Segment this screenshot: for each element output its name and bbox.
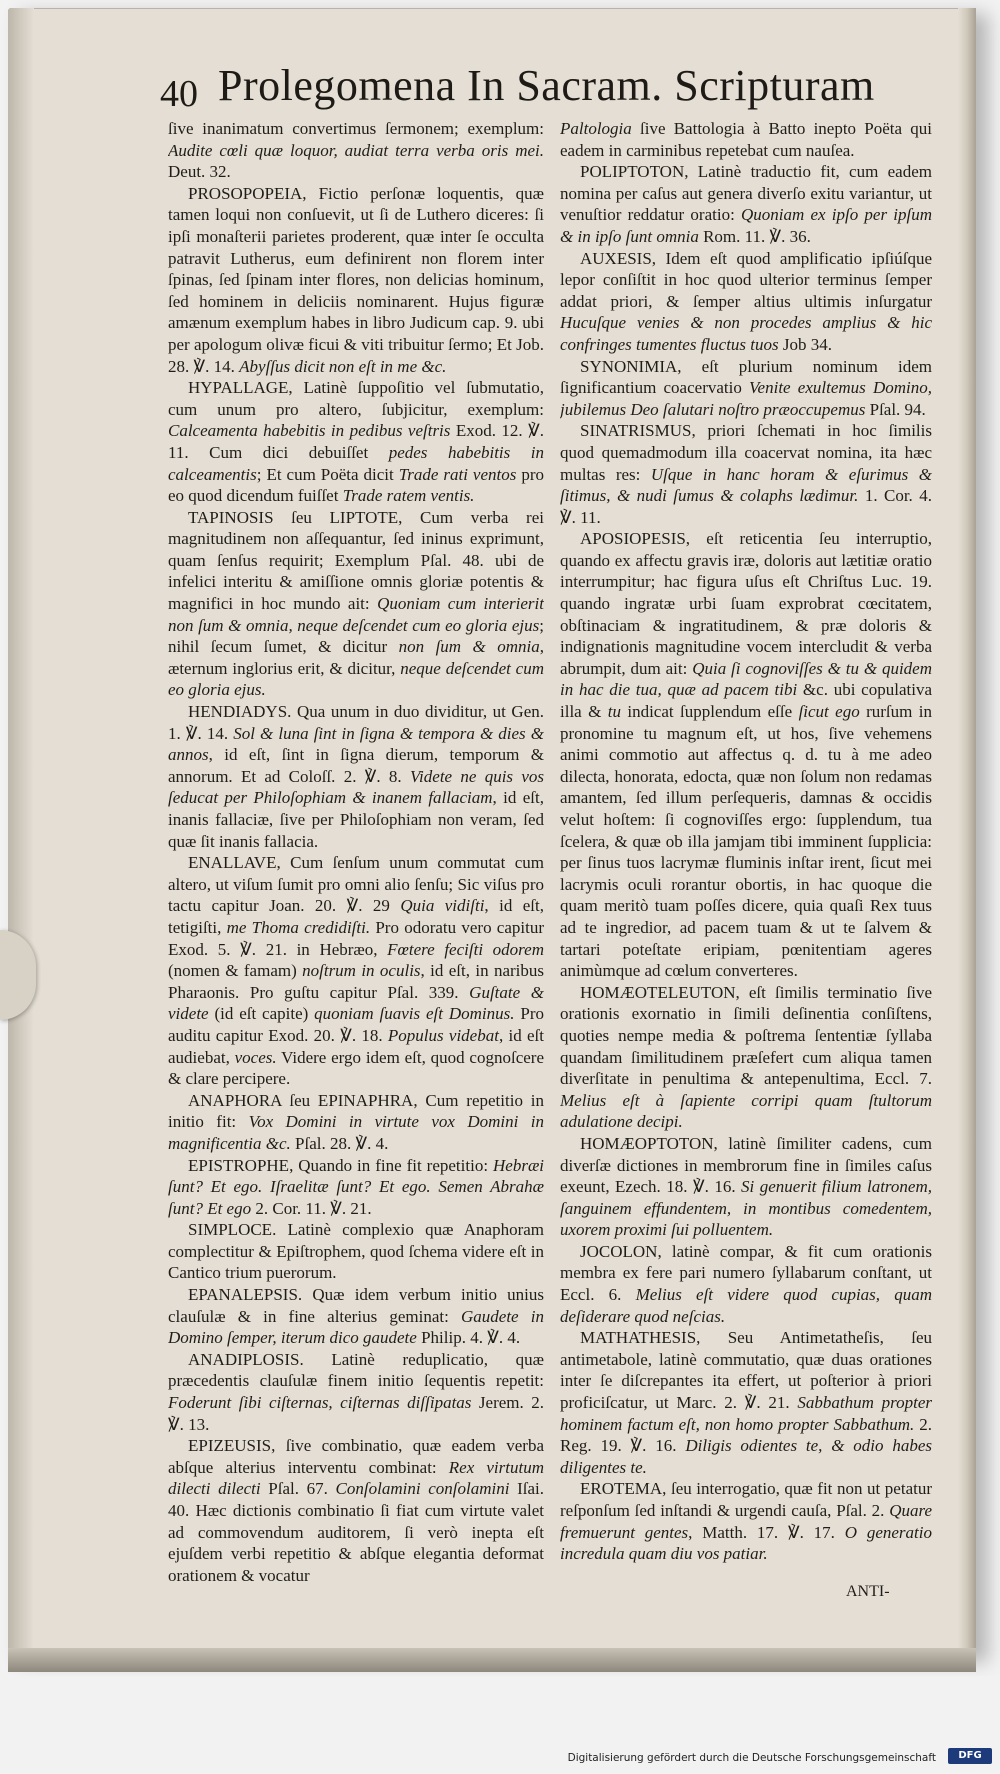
paragraph: APOSIOPESIS, eſt reticentia ſeu interruptio, quando ex affectu gravis iræ, doloris aut lætitiæ oratio interrumpitur; hac figura uſus eſt Chriſtus Luc. 19. quando ingratæ urbi ſuam exprobrat cœcitatem, obſtinaciam & ingratitudinem, & præ doloris & indignationis magnitudine vocem intercludit & verba abrumpit, dum ait: Quia ſi cognoviſſes & tu & quidem in hac die tua, quæ ad pacem tibi &c. ubi copulativa illa & tu indicat ſupplendum eſſe ſicut ego rurſum in pronomine tu magnum eſt, ut hos, ſive vehemens animi commotio aut affectus q. d. tu à me adeo dilecta, honorata, edocta, quæ non ſolum non redamas amantem, ſed illum perſequeris, damnas & occidis velut hoſtem: ſi cognoviſſes ergo: ſupplendum, tua ſcelera, & quæ ob illa jamjam tibi imminent ſupplicia: per ſinus tuos lacrymæ fluminis inſtar irent, ſicut mei lacrymis oculi rorantur obortis, in hac quoque die quam meritò tuam poſſes dicere, quia quaſi Rex tuus ad te ingredior, ad pacem tuam & ut te ſalvem & tartari poteſtate eripiam, pœnitentiam ageres animùmque ad cœlum converteres. [560,529,932,981]
footer-bar [0,1676,1000,1774]
paragraph: EPANALEPSIS. Quæ idem verbum initio unius clauſulæ & in fine alterius geminat: Gaudete in Domino ſemper, iterum dico gaudete Philip. 4. ℣. 4. [168,1285,544,1348]
paragraph: ANADIPLOSIS. Latinè reduplicatio, quæ præcedentis clauſulæ finem initio ſequentis repetit: Foderunt ſibi ciſternas, ciſternas diſſipatas Jerem. 2. ℣. 13. [168,1349,544,1434]
paragraph: HENDIADYS. Qua unum in duo dividitur, ut Gen. 1. ℣. 14. Sol & luna ſint in ſigna & tempora & dies & annos, id eſt, ſint in ſigna dierum, temporum & annorum. Et ad Coloſſ. 2. ℣. 8. Videte ne quis vos ſeducat per Philoſophiam & inanem fallaciam, id eſt, inanis fallaciæ, ſive per Philoſophiam non veram, ſed quæ ſit inanis fallacia. [168,702,544,851]
paragraph: AUXESIS, Idem eſt quod amplificatio ipſiúſque lepor conſiſtit in hoc quod ulterior terminus ſemper addat priori, & ſemper altius ultimis inſurgatur Hucuſque venies & non procedes amplius & hic confringes tumentes fluctus tuos Job 34. [560,248,932,354]
right-column [560,118,932,1628]
paragraph: SINATRISMUS, priori ſchemati in hoc ſimilis quod quemadmodum illa coacervat nomina, ita hæc multas res: Uſque in hanc horam & eſurimus & ſitimus, & nudi ſumus & colaphs lædimur. 1. Cor. 4. ℣. 11. [560,421,932,527]
paragraph: SIMPLOCE. Latinè complexio quæ Anaphoram complectitur & Epiſtrophem, quod ſchema videre eſt in Cantico trium puerorum. [168,1220,544,1283]
funding-credit: Digitalisierung gefördert durch die Deutsche Forschungsgemeinschaft [567,1752,936,1764]
paragraph: EROTEMA, ſeu interrogatio, quæ fit non ut petatur reſponſum ſed inſtandi & urgendi cauſa, Pſal. 2. Quare fremuerunt gentes, Matth. 17. ℣. 17. O generatio incredula quam diu vos patiar. [560,1479,932,1564]
catchword: ANTI- [846,1583,890,1600]
paragraph: HOMÆOTELEUTON, eſt ſimilis terminatio ſive orationis exornatio in ſimili deſinentia conſiſtens, quoties nempe media & poſtrema ſententiæ ſyllaba quandam ſimilitudinem præſefert cum aliqua tamen diverſitate in penultima & antepenultima, Eccl. 7. Melius eſt à ſapiente corripi quam ſtultorum adulatione decipi. [560,982,932,1132]
running-title: Prolegomena In Sacram. Scripturam [218,61,875,110]
paragraph: HOMÆOPTOTON, latinè ſimiliter cadens, cum diverſæ dictiones in membrorum fine in ſimiles caſus exeunt, Ezech. 18. ℣. 16. Si genuerit filium latronem, ſanguinem effundentem, in montibus comedentem, uxorem proximi ſui polluentem. [560,1133,932,1240]
left-column [168,118,544,1628]
page-edge [958,8,976,1656]
paragraph: TAPINOSIS ſeu LIPTOTE, Cum verba rei magnitudinem non aſſequantur, ſed ininus exprimunt, quam ſenſus requirit; Exemplum Pſal. 48. ubi de infelici interitu & amiſſione omnis gloriæ potentis & magnifici in hoc mundo ait: Quoniam cum interierit non ſum & omnia, neque deſcendet cum eo gloria ejus; nihil ſecum ſumet, & dicitur non ſum & omnia, æternum inglorius erit, & dicitur, neque deſcendet cum eo gloria ejus. [168,507,544,700]
dfg-logo: DFG [948,1748,992,1764]
paragraph: JOCOLON, latinè compar, & fit cum orationis membra ex fere pari numero ſyllabarum conſtant, ut Eccl. 6. Melius eſt videre quod cupias, quam deſiderare quod neſcias. [560,1241,932,1326]
paragraph: EPISTROPHE, Quando in fine fit repetitio: Hebræi ſunt? Et ego. Iſraelitæ ſunt? Et ego. Semen Abrahæ ſunt? Et ego 2. Cor. 11. ℣. 21. [168,1155,544,1218]
paragraph: MATHATHESIS, Seu Antimetatheſis, ſeu antimetabole, latinè commutatio, quæ duas orationes inter ſe diſcrepantes ita effert, ut poſterior à priori proficiſcatur, ut Marc. 2. ℣. 21. Sabbathum propter hominem factum eſt, non homo propter Sabbathum. 2. Reg. 19. ℣. 16. Diligis odientes te, & odio habes diligentes te. [560,1328,932,1477]
book-bottom-edge [8,1648,976,1672]
page-gutter-shadow [8,8,34,1656]
running-header [160,60,875,120]
paragraph: Paltologia ſive Battologia à Batto inepto Poëta qui eadem in carminibus repetebat cum nauſea. [560,119,932,160]
paragraph: PROSOPOPEIA, Fictio perſonæ loquentis, quæ tamen loqui non conſuevit, ut ſi de Luthero diceres: ſi ipſi monaſterii parietes proderent, quæ inter ſe occulta patravit Lutherus, eum definirent non florem inter ſpinas, ſed ſpinam inter flores, non delicias hominum, ſed hominem in deliciis nominarent. Hujus figuræ amænum exemplum habes in libro Judicum cap. 9. ubi per apologum olivæ ficui & viti tribuitur ſermo; Et Job. 28. ℣. 14. Abyſſus dicit non eſt in me &c. [168,183,544,376]
paragraph: ENALLAVE, Cum ſenſum unum commutat cum altero, ut viſum ſumit pro omni alio ſenſu; Sic viſus pro tactu capitur Joan. 20. ℣. 29 Quia vidiſti, id eſt, tetigiſti, me Thoma credidiſti. Pro odoratu vero capitur Exod. 5. ℣. 21. in Hebræo, Fœtere feciſti odorem (nomen & famam) noſtrum in oculis, id eſt, in naribus Pharaonis. Pro guſtu capitur Pſal. 339. Guſtate & videte (id eſt capite) quoniam ſuavis eſt Dominus. Pro auditu capitur Exod. 20. ℣. 18. Populus videbat, id eſt audiebat, voces. Videre ergo idem eſt, quod cognoſcere & clare percipere. [168,853,544,1089]
paragraph: SYNONIMIA, eſt plurium nominum idem ſignificantium coacervatio Venite exultemus Domino, jubilemus Deo ſalutari noſtro præoccupemus Pſal. 94. [560,356,932,419]
paragraph: ſive inanimatum convertimus ſermonem; exemplum: Audite cœli quæ loquor, audiat terra verba oris mei. Deut. 32. [168,119,544,182]
page-number: 40 [160,73,198,115]
paragraph: EPIZEUSIS, ſive combinatio, quæ eadem verba abſque alterius interventu combinat: Rex virtutum dilecti dilecti Pſal. 67. Conſolamini conſolamini Iſai. 40. Hæc dictionis combinatio ſi fiat cum virtute valet ad commovendum auditorem, ſi verò inepta eſt ejuſdem verbi repetitio & abſque elegantia deformat orationem & vocatur [168,1436,544,1585]
paragraph: POLIPTOTON, Latinè traductio fit, cum eadem nomina per caſus aut genera diverſo exitu variantur, ut venuſtior reddatur oratio: Quoniam ex ipſo per ipſum & in ipſo ſunt omnia Rom. 11. ℣. 36. [560,162,932,246]
paragraph: ANAPHORA ſeu EPINAPHRA, Cum repetitio in initio fit: Vox Domini in virtute vox Domini in magnificentia &c. Pſal. 28. ℣. 4. [168,1090,544,1153]
paragraph: HYPALLAGE, Latinè ſuppoſitio vel ſubmutatio, cum unum pro altero, ſubjicitur, exemplum: Calceamenta habebitis in pedibus veſtris Exod. 12. ℣. 11. Cum dici debuiſſet pedes habebitis in calceamentis; Et cum Poëta dicit Trade rati ventos pro eo quod dicendum fuiſſet Trade ratem ventis. [168,378,544,506]
